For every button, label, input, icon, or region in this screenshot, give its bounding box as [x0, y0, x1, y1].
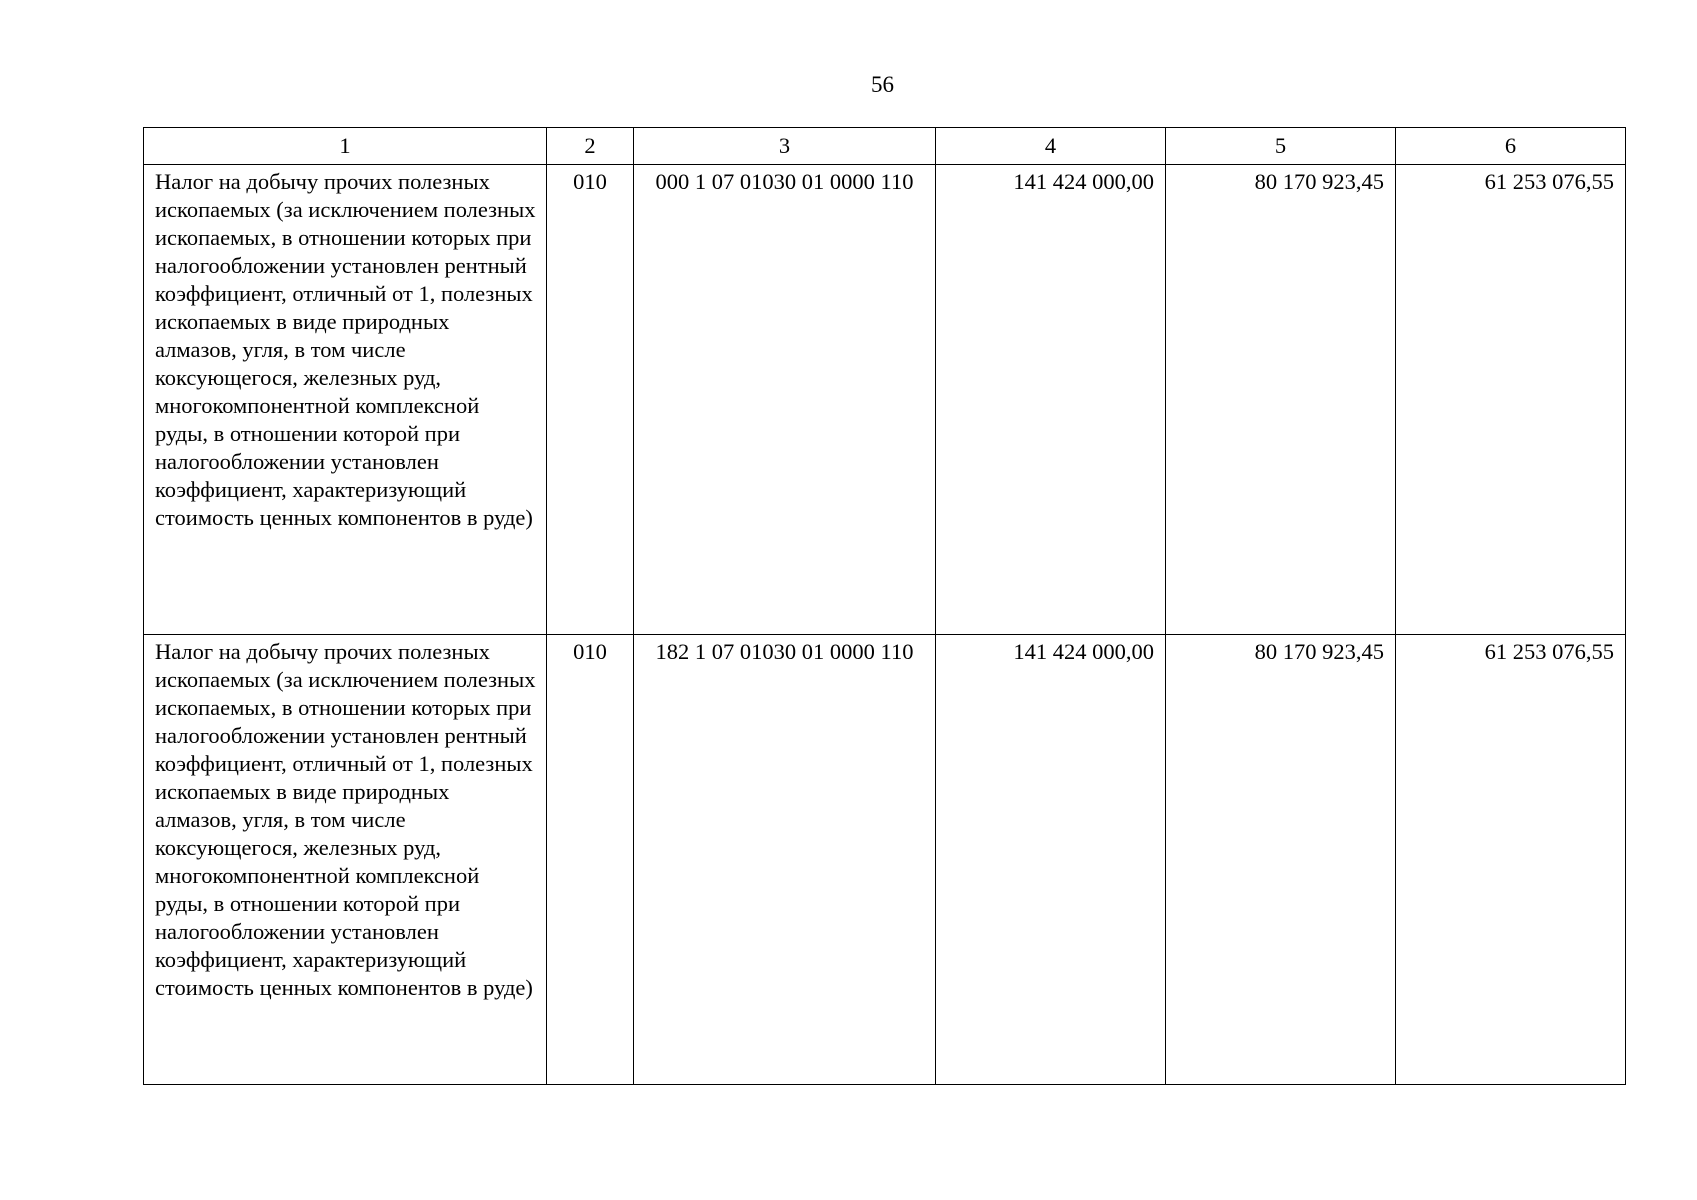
header-col-2: 2: [547, 128, 634, 165]
row-executed: 80 170 923,45: [1166, 165, 1396, 635]
row-name: Налог на добычу прочих полезных ископаемых (за исключением полезных ископаемых, в отношении которых при налогообложении установлен рентный коэффициент, отличный от 1, полезных ископаемых в виде природных алмазов, угля, в том числе коксующегося, железных руд, многокомпонентной комплексной руды, в отношении которой при налогообложении установлен коэффициент, характеризующий стоимость ценных компонентов в руде): [144, 635, 547, 1085]
header-col-1: 1: [144, 128, 547, 165]
row-unexecuted: 61 253 076,55: [1396, 635, 1626, 1085]
revenue-table: [143, 127, 1626, 1085]
table-row: [144, 165, 1626, 635]
row-executed: 80 170 923,45: [1166, 635, 1396, 1085]
row-name: Налог на добычу прочих полезных ископаемых (за исключением полезных ископаемых, в отношении которых при налогообложении установлен рентный коэффициент, отличный от 1, полезных ископаемых в виде природных алмазов, угля, в том числе коксующегося, железных руд, многокомпонентной комплексной руды, в отношении которой при налогообложении установлен коэффициент, характеризующий стоимость ценных компонентов в руде): [144, 165, 547, 635]
row-approved: 141 424 000,00: [936, 165, 1166, 635]
header-col-5: 5: [1166, 128, 1396, 165]
row-line-code: 010: [547, 165, 634, 635]
table-row: [144, 635, 1626, 1085]
table-header-row: [144, 128, 1626, 165]
row-budget-code: 000 1 07 01030 01 0000 110: [634, 165, 936, 635]
row-unexecuted: 61 253 076,55: [1396, 165, 1626, 635]
row-approved: 141 424 000,00: [936, 635, 1166, 1085]
page-number: 56: [871, 72, 894, 97]
header-col-4: 4: [936, 128, 1166, 165]
header-col-3: 3: [634, 128, 936, 165]
header-col-6: 6: [1396, 128, 1626, 165]
row-budget-code: 182 1 07 01030 01 0000 110: [634, 635, 936, 1085]
row-line-code: 010: [547, 635, 634, 1085]
